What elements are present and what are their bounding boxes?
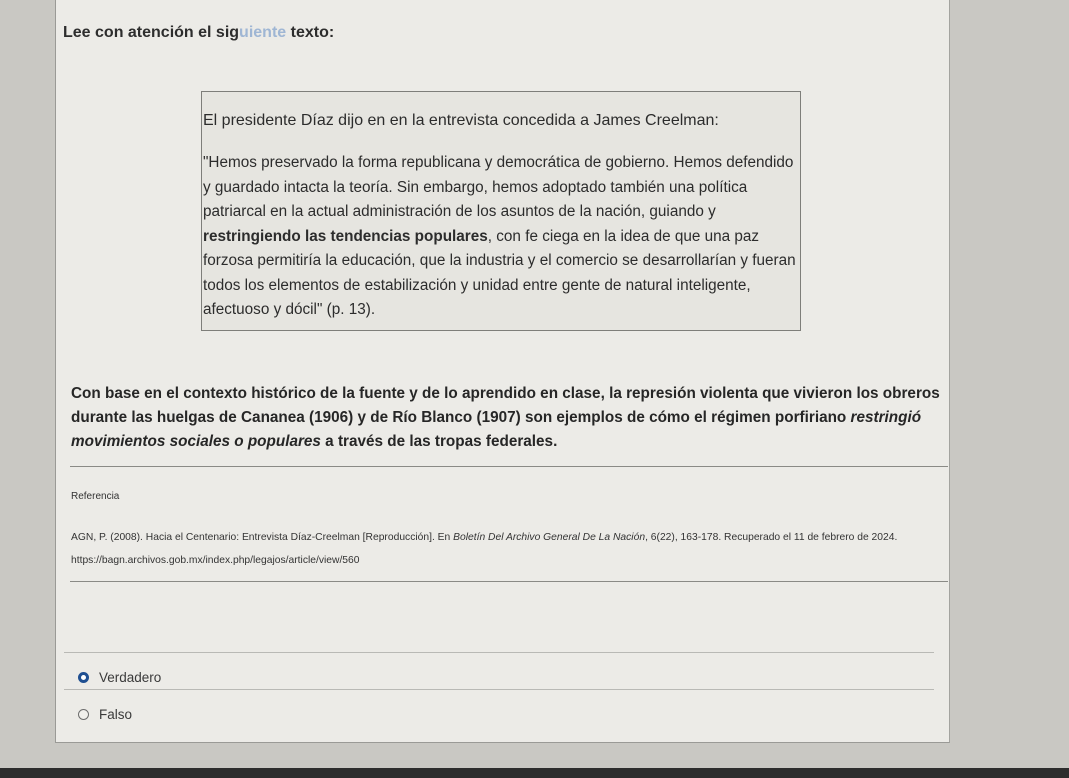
option-verdadero-label: Verdadero xyxy=(99,670,162,685)
statement-tail: a través de las tropas federales. xyxy=(320,433,558,450)
reference-box xyxy=(70,466,948,582)
reference-text xyxy=(71,526,947,572)
options-divider-mid xyxy=(64,689,934,690)
option-falso-label: Falso xyxy=(99,707,133,722)
radio-selected-icon[interactable] xyxy=(78,672,89,683)
quote-text xyxy=(203,151,799,323)
statement-italic: restringió movimientos sociales o populares xyxy=(71,409,922,450)
option-falso[interactable] xyxy=(78,707,132,722)
option-verdadero[interactable] xyxy=(78,670,161,685)
reference-text-italic: Boletín Del Archivo General De La Nación xyxy=(453,532,646,543)
instruction-post: texto: xyxy=(286,24,335,41)
quote-intro: El presidente Díaz dijo en en la entrevista concedida a James Creelman: xyxy=(203,112,719,129)
instruction-highlight: uiente xyxy=(239,24,287,41)
reference-text-pre: AGN, P. (2008). Hacia el Centenario: Entrevista Díaz-Creelman [Reproducción]. En xyxy=(71,532,454,543)
quote-text-before: "Hemos preservado la forma republicana y democrática de gobierno. Hemos defendido y guardado intacta la teoría. Sin embargo, hemos adoptado también una política patriarcal en la actual administración de los asuntos de la nación, guiando y xyxy=(203,154,794,220)
quote-text-after: , con fe ciega en la idea de que una paz forzosa permitiría la educación, que la industria y el comercio se desarrollarían y fueran todos los elementos de estabilización y unidad entre gente de natural inteligente, afectuoso y dócil" (p. 13). xyxy=(203,227,796,318)
question-statement xyxy=(71,382,949,454)
bottom-bar xyxy=(0,768,1069,778)
instruction-heading xyxy=(63,24,334,42)
reference-text-post: , 6(22), 163-178. Recuperado el 11 de febrero de 2024. https://bagn.archivos.gob.mx/index.php/legajos/article/view/560 xyxy=(71,532,898,566)
statement-normal: Con base en el contexto histórico de la fuente y de lo aprendido en clase, la represión violenta que vivieron los obreros durante las huelgas de Cananea (1906) y de Río Blanco (1907) son ejemplos de cómo el régimen porfiriano xyxy=(71,385,940,426)
quote-text-bold: restringiendo las tendencias populares xyxy=(203,227,488,245)
quote-box xyxy=(201,91,801,331)
instruction-pre: Lee con atención el sig xyxy=(63,24,240,41)
question-card xyxy=(55,0,950,743)
radio-unselected-icon[interactable] xyxy=(78,709,89,720)
reference-title: Referencia xyxy=(71,491,120,502)
options-divider-top xyxy=(64,652,934,653)
